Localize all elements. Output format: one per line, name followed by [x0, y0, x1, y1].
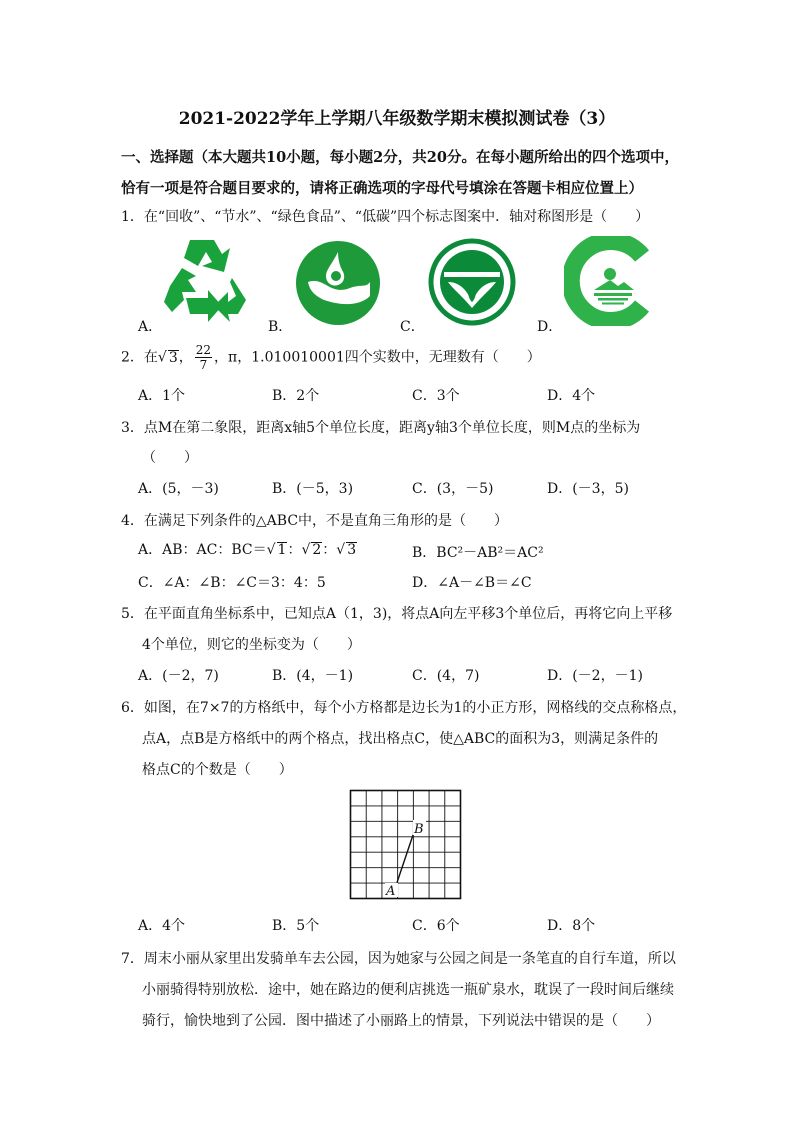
grid-lines — [351, 791, 461, 899]
question-6-option-a[interactable]: A．4个 — [138, 918, 186, 934]
question-2-rest: ，π，1.010010001四个实数中，无理数有（ ） — [214, 349, 541, 366]
question-2-option-b[interactable]: B．2个 — [272, 388, 320, 404]
sqrt-symbol: √ — [157, 349, 167, 366]
question-2-prefix: 2．在 — [121, 349, 158, 366]
question-6-line2: 点A，点B是方格纸中的两个格点，找出格点C，使△ABC的面积为3，则满足条件的 — [142, 731, 659, 747]
question-6-line3: 格点C的个数是（ ） — [142, 762, 293, 778]
question-2-text — [121, 343, 541, 372]
question-1-text: 1．在“回收”、“节水”、“绿色食品”、“低碳”四个标志图案中．轴对称图形是（ ） — [121, 209, 650, 225]
question-1-option-a[interactable]: A． — [138, 319, 163, 335]
fraction — [195, 343, 212, 372]
section-heading-line2: 恰有一项是符合题目要求的，请将正确选项的字母代号填涂在答题卡相应位置上） — [121, 180, 643, 197]
sqrt-radicand: 2 — [312, 542, 322, 558]
sqrt-symbol: √ — [301, 542, 311, 558]
section-heading-line1: 一、选择题（本大题共10小题，每小题2分，共20分。在每小题所给出的四个选项中， — [121, 149, 679, 166]
point-b-label: B — [414, 822, 424, 837]
green-food-logo-icon — [428, 238, 516, 326]
question-6-option-b[interactable]: B．5个 — [272, 918, 320, 934]
question-4-option-b[interactable]: B．BC²－AB²＝AC² — [412, 545, 544, 561]
question-2-option-d[interactable]: D．4个 — [547, 388, 596, 404]
question-5-option-c[interactable]: C．(4，7) — [412, 668, 480, 684]
option-a-prefix: A．AB：AC：BC＝ — [138, 542, 267, 558]
question-6-option-c[interactable]: C．6个 — [412, 918, 460, 934]
separator: ： — [322, 542, 337, 558]
segment-ab — [397, 835, 413, 883]
question-2-option-c[interactable]: C．3个 — [412, 388, 460, 404]
question-3-option-c[interactable]: C．(3，－5) — [412, 481, 494, 497]
question-6-option-d[interactable]: D．8个 — [547, 918, 596, 934]
separator: ： — [287, 542, 302, 558]
grid-border — [351, 791, 461, 899]
question-1-option-b[interactable]: B． — [268, 319, 293, 335]
low-carbon-logo-icon — [564, 236, 654, 326]
question-5-option-d[interactable]: D．(－2，－1) — [547, 668, 643, 684]
sqrt-symbol: √ — [266, 542, 276, 558]
question-3-option-d[interactable]: D．(－3，5) — [547, 481, 629, 497]
question-3-option-b[interactable]: B．(－5，3) — [272, 481, 354, 497]
sqrt-radicand: 1 — [277, 542, 287, 558]
point-a-label: A — [386, 884, 396, 899]
water-saving-logo-icon — [294, 240, 382, 326]
question-5-line1: 5．在平面直角坐标系中，已知点A（1，3)，将点A向左平移3个单位后，再将它向上平移 — [121, 606, 673, 622]
question-4-option-a[interactable] — [138, 540, 357, 560]
fraction-numerator: 22 — [195, 343, 212, 357]
question-5-option-b[interactable]: B．(4，－1) — [272, 668, 354, 684]
sqrt-symbol: √ — [336, 542, 346, 558]
question-2-option-a[interactable]: A．1个 — [138, 388, 186, 404]
recycle-logo-icon — [162, 236, 250, 324]
sqrt-radicand: 3 — [347, 542, 357, 558]
question-6-line1: 6．如图，在7×7的方格纸中，每个小方格都是边长为1的小正方形，网格线的交点称格点， — [121, 700, 687, 716]
page-title: 2021-2022学年上学期八年级数学期末模拟测试卷（3） — [178, 109, 616, 129]
question-4-option-d[interactable]: D．∠A－∠B＝∠C — [412, 575, 532, 591]
question-5-option-a[interactable]: A．(－2，7) — [138, 668, 219, 684]
question-3-line1: 3．点M在第二象限，距离x轴5个单位长度，距离y轴3个单位长度，则M点的坐标为 — [121, 420, 641, 436]
question-3-option-a[interactable]: A．(5，－3) — [138, 481, 219, 497]
sqrt-radicand: 3 — [168, 349, 178, 366]
question-7-line2: 小丽骑得特别放松．途中，她在路边的便利店挑选一瓶矿泉水，耽误了一段时间后继续 — [142, 982, 674, 998]
question-7-line1: 7．周末小丽从家里出发骑单车去公园，因为她家与公园之间是一条笔直的自行车道，所以 — [121, 951, 676, 967]
question-1-option-d[interactable]: D． — [537, 319, 563, 335]
question-4-option-c[interactable]: C．∠A：∠B：∠C＝3：4：5 — [138, 575, 326, 591]
question-3-line2: （ ） — [142, 450, 198, 466]
fraction-denominator: 7 — [199, 358, 208, 372]
question-7-line3: 骑行，愉快地到了公园．图中描述了小丽路上的情景，下列说法中错误的是（ ） — [142, 1013, 660, 1029]
question-5-line2: 4个单位，则它的坐标变为（ ） — [142, 637, 361, 653]
question-1-option-c[interactable]: C． — [400, 319, 425, 335]
question-4-text: 4．在满足下列条件的△ABC中，不是直角三角形的是（ ） — [121, 513, 509, 529]
separator: ， — [178, 349, 193, 366]
grid-figure — [349, 789, 463, 901]
